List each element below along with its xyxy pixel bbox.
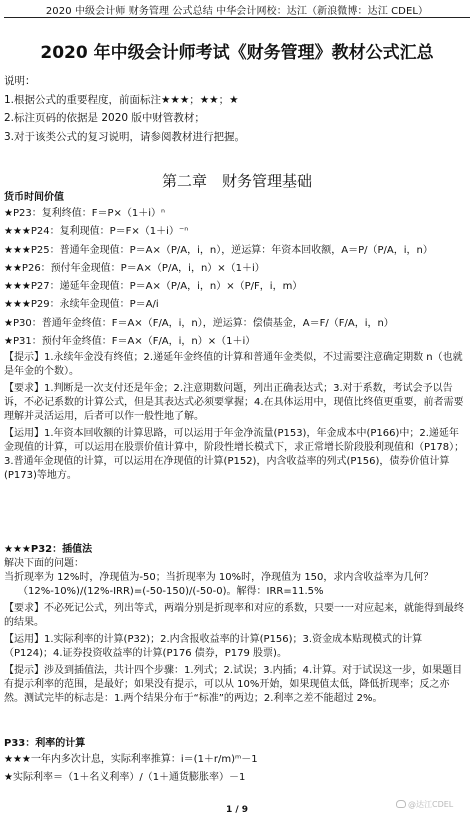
section-title: P33：利率的计算 <box>4 738 86 749</box>
header-divider <box>4 17 470 18</box>
watermark <box>396 799 453 810</box>
watermark-text: @达江CDEL <box>408 800 454 809</box>
equation-text: （12%-10%)/(12%-IRR)=(-50-150)/(-50-0)。解得：IRR=11.5% <box>18 586 324 597</box>
tip-paragraph: 【提示】涉及到插值法，共计四个步骤：1.列式；2.试误；3.内插；4.计算。对于试误这一步，如果题目有提示利率的范围，是最好；如果没有提示，可以从 10%开始，如果现值太低，降低折现率；反之亦然。测试完毕的标志是：1.两个结果分布于“标准”的两边；2.利率之差不能超过 2%。 <box>4 665 463 704</box>
tip-paragraph: 【提示】1.永续年金没有终值；2.递延年金终值的计算和普通年金类似，不过需要注意确定期数 n（也就是年金的个数）。 <box>4 352 463 378</box>
requirement-paragraph: 【要求】不必死记公式，列出等式，两端分别是折现率和对应的系数，只要一一对应起来，就能得到最终的结果。 <box>4 603 464 628</box>
formula-line: ★P30：普通年金终值：F＝A×（F/A，i，n），逆运算：偿债基金，A＝F/（F/A，i，n） <box>4 317 394 329</box>
section-interpolation <box>4 543 468 706</box>
section-title: ★★★P32：插值法 <box>4 544 93 555</box>
section-title: 货币时间价值 <box>4 192 64 203</box>
note-item: 3.对于该类公式的复习说明，请参阅教材进行把握。 <box>4 130 246 143</box>
formula-line: ★★★P29：永续年金现值：P＝A/i <box>4 299 159 311</box>
question-intro: 解决下面的问题： <box>4 558 84 569</box>
problem-text: 当折现率为 12%时，净现值为-50；当折现率为 10%时，净现值为 150，求内含收益率为几何？ <box>4 572 434 583</box>
formula-line: ★★★P24：复利现值：P＝F×（1＋i）⁻ⁿ <box>4 226 189 238</box>
requirement-paragraph: 【要求】1.判断是一次支付还是年金；2.注意期数问题，列出正确表达式；3.对于系数，考试会予以告诉，不必记系数的计算公式，但是其表达式必须要掌握；4.在具体运用中，现值比终值更重要，前者需要理解并灵活运用，后者可以作一般性地了解。 <box>4 383 464 423</box>
notes-heading: 说明： <box>4 75 36 87</box>
formula-line: ★★P26：预付年金现值：P＝A×（P/A，i，n）×（1＋i） <box>4 262 265 274</box>
formula-line: ★实际利率＝（1＋名义利率）/（1＋通货膨胀率）－1 <box>4 772 246 784</box>
chapter-heading: 第二章 财务管理基础 <box>161 172 312 190</box>
weibo-icon <box>396 800 406 808</box>
section-time-value <box>4 191 468 483</box>
page-header: 2020 中级会计师 财务管理 公式总结 中华会计网校：达江（新浪微博：达江 CDEL） <box>45 6 429 17</box>
formula-line: ★P23：复利终值：F＝P×（1＋i）ⁿ <box>4 208 166 219</box>
formula-line: ★★★P25：普通年金现值：P＝A×（P/A，i，n），逆运算：年资本回收额，A＝P/（P/A，i，n） <box>4 244 433 256</box>
page-number: 1 / 9 <box>225 805 249 815</box>
note-item: 1.根据公式的重要程度，前面标注★★★；★★；★ <box>4 93 239 106</box>
notes-section <box>4 72 468 146</box>
formula-line: ★★★P27：递延年金现值：P＝A×（P/A，i，n）×（P/F，i，m） <box>4 281 303 293</box>
application-paragraph: 【运用】1.实际利率的计算(P32)；2.内含报收益率的计算(P156)；3.资金成本贴现模式的计算（P124)；4.证券投资收益率的计算(P176 债券，P179 股票)。 <box>4 634 423 659</box>
formula-line: ★P31：预付年金终值：F＝A×（F/A，i，n）×（1＋i） <box>4 336 256 348</box>
application-paragraph: 【运用】1.年资本回收额的计算思路，可以运用于年金净流量(P153)，年金成本中(P166)中；2.递延年金现值的计算，可以运用在股票价值计算中，阶段性增长模式下，求正常增长阶段股利现值和（P178）；3.普通年金现值的计算，可以运用在净现值的计算(P152)，内含收益率的列式(P156)，债券价值计算(P173)等地方。 <box>4 428 465 482</box>
document-title: 2020 年中级会计师考试《财务管理》教材公式汇总 <box>40 43 434 63</box>
note-item: 2.标注页码的依据是 2020 版中财管教材； <box>4 112 205 124</box>
formula-line: ★★★一年内多次计息，实际利率推算：i＝(1＋r/m)ᵐ－1 <box>4 754 258 765</box>
section-interest-rate <box>4 737 468 788</box>
